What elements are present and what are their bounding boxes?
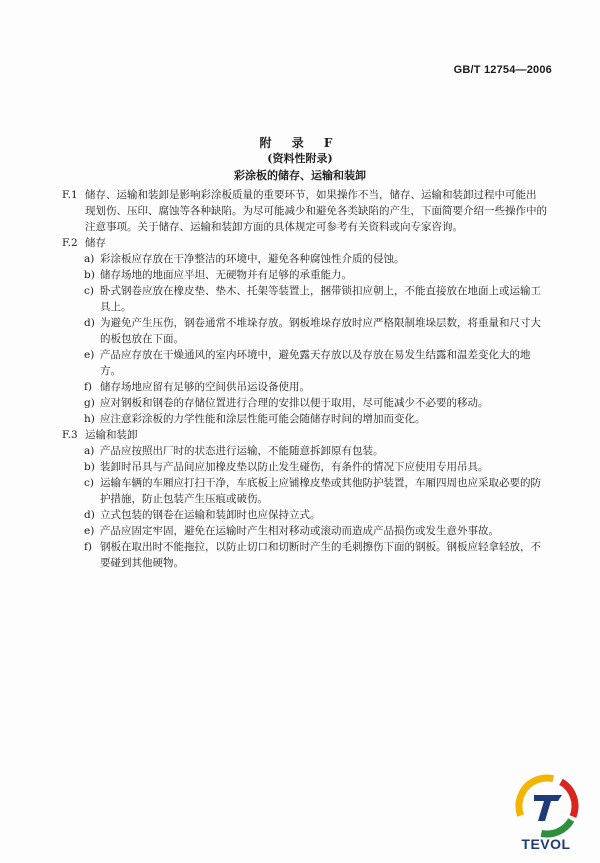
- list-item: [62, 347, 547, 379]
- list-item-text: 储存场地的地面应平坦、无硬物并有足够的承重能力。: [100, 269, 352, 281]
- list-marker: b): [84, 269, 95, 281]
- list-item: [62, 475, 547, 507]
- list-marker: f): [84, 381, 92, 393]
- list-marker: c): [84, 285, 94, 297]
- section-title: 运输和装卸: [85, 429, 138, 441]
- list-marker: e): [84, 525, 95, 537]
- list-marker: f): [84, 541, 92, 553]
- list-item: [62, 459, 547, 475]
- section-f3-heading: [62, 427, 547, 443]
- list-item: [62, 395, 547, 411]
- list-item: [62, 523, 547, 539]
- section-number: F.1: [62, 189, 78, 201]
- list-item-text: 立式包装的钢卷在运输和装卸时也应保持立式。: [100, 509, 321, 521]
- list-marker: d): [84, 509, 95, 521]
- tevol-logo-icon: [512, 773, 582, 843]
- appendix-subtitle: (资料性附录): [267, 152, 333, 165]
- list-marker: d): [84, 317, 95, 329]
- list-item-text: 钢板在取出时不能拖拉，以防止切口和切断时产生的毛刺擦伤下面的钢板。钢板应轻拿轻放，不要碰到其他硬物。: [100, 541, 541, 569]
- standard-code: GB/T 12754—2006: [453, 64, 552, 76]
- list-item: [62, 315, 547, 347]
- list-item: [62, 507, 547, 523]
- appendix-title: 附 录 F: [259, 136, 341, 150]
- list-item: [62, 443, 547, 459]
- list-item-text: 为避免产生压伤，钢卷通常不堆垛存放。钢板堆垛存放时应严格限制堆垛层数，将重量和尺寸大的板包放在下面。: [100, 317, 541, 345]
- section-text: 现划伤、压印、腐蚀等各种缺陷。为尽可能减少和避免各类缺陷的产生，下面简要介绍一些操作中的注意事项。关于储存、运输和装卸方面的具体规定可参考有关资料或向专家咨询。: [85, 205, 547, 233]
- list-item-text: 产品应固定牢固，避免在运输时产生相对移动或滚动而造成产品损伤或发生意外事故。: [100, 525, 499, 537]
- list-item: [62, 411, 547, 427]
- logo-text: TEVOL: [521, 836, 571, 852]
- list-item-text: 应对钢板和钢卷的存储位置进行合理的安排以便于取用，尽可能减少不必要的移动。: [100, 397, 489, 409]
- list-marker: e): [84, 349, 95, 361]
- list-item: [62, 283, 547, 315]
- section-number: F.3: [62, 429, 78, 441]
- document-body: [62, 187, 547, 571]
- list-item: [62, 251, 547, 267]
- storage-list: [62, 251, 547, 427]
- list-marker: b): [84, 461, 95, 473]
- list-marker: h): [84, 413, 95, 425]
- list-item-text: 产品应按照出厂时的状态进行运输，不能随意拆卸原有包装。: [100, 445, 384, 457]
- section-f1: [62, 187, 547, 235]
- list-item-text: 储存场地应留有足够的空间供吊运设备使用。: [100, 381, 310, 393]
- list-item-text: 运输车辆的车厢应打扫干净，车底板上应铺橡皮垫或其他防护装置，车厢四周也应采取必要的防护措施，防止包装产生压痕或破伤。: [100, 477, 541, 505]
- section-title: 储存: [85, 237, 106, 249]
- section-text-first-line: 储存、运输和装卸是影响彩涂板质量的重要环节，如果操作不当，储存、运输和装卸过程中可能出: [85, 189, 537, 201]
- list-item-text: 应注意彩涂板的力学性能和涂层性能可能会随储存时间的增加而变化。: [100, 413, 426, 425]
- list-marker: a): [84, 253, 95, 265]
- appendix-heading: 彩涂板的储存、运输和装卸: [234, 169, 366, 182]
- transport-list: [62, 443, 547, 571]
- list-item-text: 卧式钢卷应放在橡皮垫、垫木、托架等装置上，捆带锁扣应朝上，不能直接放在地面上或运输工具上。: [100, 285, 541, 313]
- list-item: [62, 539, 547, 571]
- list-marker: c): [84, 477, 94, 489]
- list-item: [62, 379, 547, 395]
- list-item-text: 产品应存放在干燥通风的室内环境中，避免露天存放以及存放在易发生结露和温差变化大的地方。: [100, 349, 531, 377]
- section-f2-heading: [62, 235, 547, 251]
- section-number: F.2: [62, 237, 78, 249]
- list-item-text: 装卸时吊具与产品间应加橡皮垫以防止发生碰伤，有条件的情况下应使用专用吊具。: [100, 461, 489, 473]
- list-marker: a): [84, 445, 95, 457]
- list-marker: g): [84, 397, 95, 409]
- list-item-text: 彩涂板应存放在干净整洁的环境中，避免各种腐蚀性介质的侵蚀。: [100, 253, 405, 265]
- list-item: [62, 267, 547, 283]
